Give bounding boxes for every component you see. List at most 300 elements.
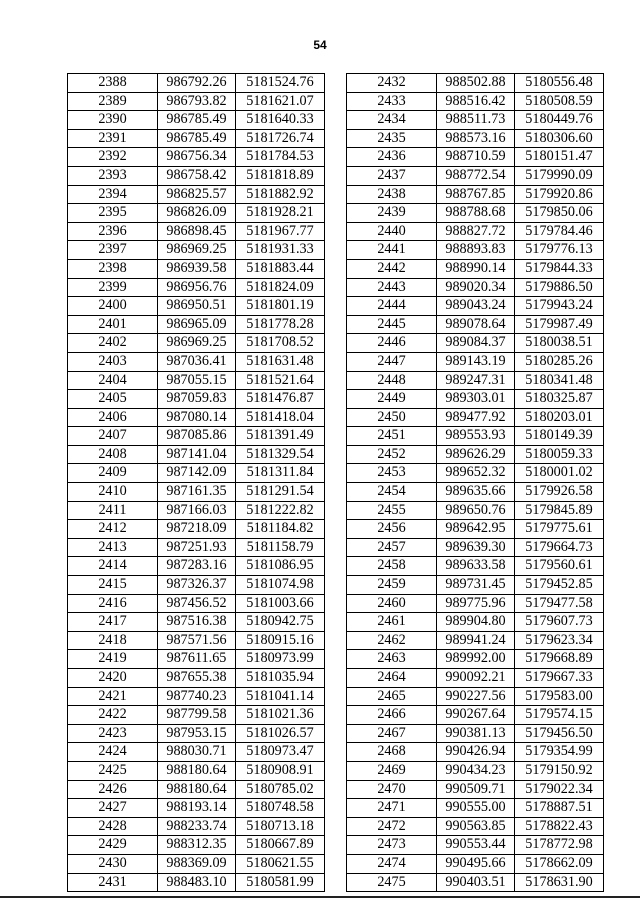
- point-number-cell: 2451: [347, 427, 437, 446]
- x-coordinate-cell: 986785.49: [158, 111, 236, 130]
- table-row: [347, 594, 604, 613]
- point-number-cell: 2394: [68, 185, 158, 204]
- y-coordinate-cell: 5181311.84: [236, 464, 325, 483]
- y-coordinate-cell: 5180942.75: [236, 613, 325, 632]
- x-coordinate-cell: 990555.00: [437, 799, 515, 818]
- x-coordinate-cell: 988710.59: [437, 148, 515, 167]
- point-number-cell: 2472: [347, 817, 437, 836]
- point-number-cell: 2424: [68, 743, 158, 762]
- table-row: [347, 166, 604, 185]
- x-coordinate-cell: 989635.66: [437, 483, 515, 502]
- point-number-cell: 2436: [347, 148, 437, 167]
- x-coordinate-cell: 987655.38: [158, 669, 236, 688]
- point-number-cell: 2428: [68, 817, 158, 836]
- x-coordinate-cell: 987141.04: [158, 445, 236, 464]
- y-coordinate-cell: 5181883.44: [236, 259, 325, 278]
- x-coordinate-cell: 988180.64: [158, 761, 236, 780]
- table-row: [347, 613, 604, 632]
- point-number-cell: 2415: [68, 576, 158, 595]
- y-coordinate-cell: 5181708.52: [236, 334, 325, 353]
- table-row: [347, 352, 604, 371]
- point-number-cell: 2425: [68, 761, 158, 780]
- y-coordinate-cell: 5181524.76: [236, 74, 325, 93]
- y-coordinate-cell: 5179990.09: [515, 166, 604, 185]
- y-coordinate-cell: 5179943.24: [515, 297, 604, 316]
- y-coordinate-cell: 5180667.89: [236, 836, 325, 855]
- point-number-cell: 2465: [347, 687, 437, 706]
- x-coordinate-cell: 988483.10: [158, 873, 236, 892]
- y-coordinate-cell: 5179886.50: [515, 278, 604, 297]
- x-coordinate-cell: 988772.54: [437, 166, 515, 185]
- x-coordinate-cell: 987799.58: [158, 706, 236, 725]
- table-row: [68, 687, 325, 706]
- table-row: [68, 464, 325, 483]
- point-number-cell: 2442: [347, 259, 437, 278]
- page-bottom-rule: [0, 896, 640, 898]
- table-row: [68, 278, 325, 297]
- x-coordinate-cell: 987953.15: [158, 724, 236, 743]
- y-coordinate-cell: 5181631.48: [236, 352, 325, 371]
- y-coordinate-cell: 5179845.89: [515, 501, 604, 520]
- x-coordinate-cell: 989084.37: [437, 334, 515, 353]
- y-coordinate-cell: 5181824.09: [236, 278, 325, 297]
- table-row: [347, 427, 604, 446]
- y-coordinate-cell: 5179667.33: [515, 669, 604, 688]
- point-number-cell: 2405: [68, 390, 158, 409]
- table-row: [68, 74, 325, 93]
- x-coordinate-cell: 990403.51: [437, 873, 515, 892]
- y-coordinate-cell: 5180556.48: [515, 74, 604, 93]
- point-number-cell: 2398: [68, 259, 158, 278]
- point-number-cell: 2445: [347, 315, 437, 334]
- table-row: [347, 743, 604, 762]
- point-number-cell: 2456: [347, 520, 437, 539]
- point-number-cell: 2418: [68, 631, 158, 650]
- x-coordinate-cell: 989626.29: [437, 445, 515, 464]
- x-coordinate-cell: 987571.56: [158, 631, 236, 650]
- table-row: [347, 706, 604, 725]
- x-coordinate-cell: 990092.21: [437, 669, 515, 688]
- table-row: [347, 687, 604, 706]
- x-coordinate-cell: 988312.35: [158, 836, 236, 855]
- table-row: [68, 650, 325, 669]
- point-number-cell: 2450: [347, 408, 437, 427]
- table-row: [68, 204, 325, 223]
- y-coordinate-cell: 5181074.98: [236, 576, 325, 595]
- y-coordinate-cell: 5178631.90: [515, 873, 604, 892]
- point-number-cell: 2411: [68, 501, 158, 520]
- point-number-cell: 2448: [347, 371, 437, 390]
- x-coordinate-cell: 990553.44: [437, 836, 515, 855]
- x-coordinate-cell: 989650.76: [437, 501, 515, 520]
- x-coordinate-cell: 986793.82: [158, 92, 236, 111]
- x-coordinate-cell: 986792.26: [158, 74, 236, 93]
- table-row: [68, 743, 325, 762]
- y-coordinate-cell: 5181521.64: [236, 371, 325, 390]
- x-coordinate-cell: 988030.71: [158, 743, 236, 762]
- table-row: [68, 557, 325, 576]
- table-row: [347, 669, 604, 688]
- point-number-cell: 2399: [68, 278, 158, 297]
- y-coordinate-cell: 5180449.76: [515, 111, 604, 130]
- table-row: [347, 836, 604, 855]
- point-number-cell: 2435: [347, 129, 437, 148]
- point-number-cell: 2414: [68, 557, 158, 576]
- y-coordinate-cell: 5180621.55: [236, 854, 325, 873]
- table-row: [347, 148, 604, 167]
- x-coordinate-cell: 989904.80: [437, 613, 515, 632]
- y-coordinate-cell: 5179452.85: [515, 576, 604, 595]
- point-number-cell: 2396: [68, 222, 158, 241]
- x-coordinate-cell: 989652.32: [437, 464, 515, 483]
- x-coordinate-cell: 986965.09: [158, 315, 236, 334]
- point-number-cell: 2475: [347, 873, 437, 892]
- point-number-cell: 2392: [68, 148, 158, 167]
- x-coordinate-cell: 986756.34: [158, 148, 236, 167]
- table-row: [347, 761, 604, 780]
- point-number-cell: 2429: [68, 836, 158, 855]
- point-number-cell: 2466: [347, 706, 437, 725]
- x-coordinate-cell: 988827.72: [437, 222, 515, 241]
- point-number-cell: 2409: [68, 464, 158, 483]
- x-coordinate-cell: 987251.93: [158, 538, 236, 557]
- point-number-cell: 2458: [347, 557, 437, 576]
- table-row: [347, 204, 604, 223]
- point-number-cell: 2455: [347, 501, 437, 520]
- table-row: [347, 297, 604, 316]
- x-coordinate-cell: 987085.86: [158, 427, 236, 446]
- y-coordinate-cell: 5179844.33: [515, 259, 604, 278]
- x-coordinate-cell: 990563.85: [437, 817, 515, 836]
- y-coordinate-cell: 5179776.13: [515, 241, 604, 260]
- x-coordinate-cell: 987740.23: [158, 687, 236, 706]
- point-number-cell: 2471: [347, 799, 437, 818]
- table-row: [68, 408, 325, 427]
- table-row: [68, 148, 325, 167]
- table-row: [347, 464, 604, 483]
- x-coordinate-cell: 989731.45: [437, 576, 515, 595]
- y-coordinate-cell: 5181291.54: [236, 483, 325, 502]
- point-number-cell: 2447: [347, 352, 437, 371]
- point-number-cell: 2390: [68, 111, 158, 130]
- y-coordinate-cell: 5181640.33: [236, 111, 325, 130]
- table-row: [347, 390, 604, 409]
- point-number-cell: 2406: [68, 408, 158, 427]
- point-number-cell: 2434: [347, 111, 437, 130]
- x-coordinate-cell: 989633.58: [437, 557, 515, 576]
- table-row: [68, 371, 325, 390]
- y-coordinate-cell: 5178772.98: [515, 836, 604, 855]
- x-coordinate-cell: 990509.71: [437, 780, 515, 799]
- table-row: [68, 185, 325, 204]
- point-number-cell: 2421: [68, 687, 158, 706]
- table-row: [68, 92, 325, 111]
- y-coordinate-cell: 5179560.61: [515, 557, 604, 576]
- table-row: [68, 241, 325, 260]
- point-number-cell: 2453: [347, 464, 437, 483]
- point-number-cell: 2474: [347, 854, 437, 873]
- table-row: [347, 74, 604, 93]
- x-coordinate-cell: 986969.25: [158, 241, 236, 260]
- point-number-cell: 2393: [68, 166, 158, 185]
- point-number-cell: 2454: [347, 483, 437, 502]
- point-number-cell: 2395: [68, 204, 158, 223]
- y-coordinate-cell: 5178662.09: [515, 854, 604, 873]
- table-row: [68, 576, 325, 595]
- y-coordinate-cell: 5181928.21: [236, 204, 325, 223]
- point-number-cell: 2437: [347, 166, 437, 185]
- point-number-cell: 2404: [68, 371, 158, 390]
- x-coordinate-cell: 988369.09: [158, 854, 236, 873]
- y-coordinate-cell: 5179664.73: [515, 538, 604, 557]
- y-coordinate-cell: 5179987.49: [515, 315, 604, 334]
- table-row: [68, 724, 325, 743]
- point-number-cell: 2388: [68, 74, 158, 93]
- table-row: [68, 315, 325, 334]
- x-coordinate-cell: 986825.57: [158, 185, 236, 204]
- point-number-cell: 2401: [68, 315, 158, 334]
- y-coordinate-cell: 5179574.15: [515, 706, 604, 725]
- y-coordinate-cell: 5180001.02: [515, 464, 604, 483]
- x-coordinate-cell: 988767.85: [437, 185, 515, 204]
- y-coordinate-cell: 5180748.58: [236, 799, 325, 818]
- y-coordinate-cell: 5180341.48: [515, 371, 604, 390]
- point-number-cell: 2438: [347, 185, 437, 204]
- point-number-cell: 2469: [347, 761, 437, 780]
- x-coordinate-cell: 989020.34: [437, 278, 515, 297]
- x-coordinate-cell: 987611.65: [158, 650, 236, 669]
- point-number-cell: 2427: [68, 799, 158, 818]
- point-number-cell: 2389: [68, 92, 158, 111]
- table-row: [68, 799, 325, 818]
- y-coordinate-cell: 5180785.02: [236, 780, 325, 799]
- y-coordinate-cell: 5181931.33: [236, 241, 325, 260]
- y-coordinate-cell: 5181801.19: [236, 297, 325, 316]
- point-number-cell: 2412: [68, 520, 158, 539]
- table-row: [68, 352, 325, 371]
- table-row: [68, 669, 325, 688]
- y-coordinate-cell: 5181184.82: [236, 520, 325, 539]
- point-number-cell: 2402: [68, 334, 158, 353]
- x-coordinate-cell: 986969.25: [158, 334, 236, 353]
- x-coordinate-cell: 987142.09: [158, 464, 236, 483]
- table-row: [347, 854, 604, 873]
- table-row: [347, 129, 604, 148]
- point-number-cell: 2462: [347, 631, 437, 650]
- x-coordinate-cell: 986950.51: [158, 297, 236, 316]
- point-number-cell: 2431: [68, 873, 158, 892]
- table-row: [347, 724, 604, 743]
- x-coordinate-cell: 988193.14: [158, 799, 236, 818]
- table-row: [68, 129, 325, 148]
- y-coordinate-cell: 5180306.60: [515, 129, 604, 148]
- x-coordinate-cell: 988788.68: [437, 204, 515, 223]
- y-coordinate-cell: 5181967.77: [236, 222, 325, 241]
- x-coordinate-cell: 987080.14: [158, 408, 236, 427]
- point-number-cell: 2430: [68, 854, 158, 873]
- y-coordinate-cell: 5179668.89: [515, 650, 604, 669]
- y-coordinate-cell: 5180285.26: [515, 352, 604, 371]
- table-row: [347, 278, 604, 297]
- table-row: [68, 706, 325, 725]
- table-row: [68, 538, 325, 557]
- point-number-cell: 2463: [347, 650, 437, 669]
- x-coordinate-cell: 989143.19: [437, 352, 515, 371]
- table-row: [68, 817, 325, 836]
- x-coordinate-cell: 989639.30: [437, 538, 515, 557]
- x-coordinate-cell: 986939.58: [158, 259, 236, 278]
- table-row: [347, 631, 604, 650]
- x-coordinate-cell: 987036.41: [158, 352, 236, 371]
- y-coordinate-cell: 5181158.79: [236, 538, 325, 557]
- y-coordinate-cell: 5181476.87: [236, 390, 325, 409]
- x-coordinate-cell: 990495.66: [437, 854, 515, 873]
- table-row: [68, 259, 325, 278]
- table-row: [347, 483, 604, 502]
- point-number-cell: 2403: [68, 352, 158, 371]
- table-row: [68, 854, 325, 873]
- x-coordinate-cell: 987055.15: [158, 371, 236, 390]
- point-number-cell: 2400: [68, 297, 158, 316]
- y-coordinate-cell: 5178887.51: [515, 799, 604, 818]
- table-row: [68, 427, 325, 446]
- table-row: [347, 501, 604, 520]
- y-coordinate-cell: 5179150.92: [515, 761, 604, 780]
- y-coordinate-cell: 5180203.01: [515, 408, 604, 427]
- point-number-cell: 2457: [347, 538, 437, 557]
- y-coordinate-cell: 5179926.58: [515, 483, 604, 502]
- point-number-cell: 2440: [347, 222, 437, 241]
- y-coordinate-cell: 5181778.28: [236, 315, 325, 334]
- y-coordinate-cell: 5181086.95: [236, 557, 325, 576]
- x-coordinate-cell: 989992.00: [437, 650, 515, 669]
- point-number-cell: 2473: [347, 836, 437, 855]
- table-row: [68, 631, 325, 650]
- x-coordinate-cell: 989642.95: [437, 520, 515, 539]
- x-coordinate-cell: 990381.13: [437, 724, 515, 743]
- x-coordinate-cell: 988233.74: [158, 817, 236, 836]
- table-row: [68, 780, 325, 799]
- x-coordinate-cell: 988893.83: [437, 241, 515, 260]
- x-coordinate-cell: 989078.64: [437, 315, 515, 334]
- y-coordinate-cell: 5180038.51: [515, 334, 604, 353]
- point-number-cell: 2422: [68, 706, 158, 725]
- y-coordinate-cell: 5180581.99: [236, 873, 325, 892]
- table-row: [347, 185, 604, 204]
- x-coordinate-cell: 988180.64: [158, 780, 236, 799]
- x-coordinate-cell: 987516.38: [158, 613, 236, 632]
- table-row: [347, 538, 604, 557]
- table-row: [347, 408, 604, 427]
- x-coordinate-cell: 987218.09: [158, 520, 236, 539]
- y-coordinate-cell: 5180508.59: [515, 92, 604, 111]
- x-coordinate-cell: 990426.94: [437, 743, 515, 762]
- y-coordinate-cell: 5180149.39: [515, 427, 604, 446]
- y-coordinate-cell: 5180973.47: [236, 743, 325, 762]
- y-coordinate-cell: 5179477.58: [515, 594, 604, 613]
- table-row: [347, 817, 604, 836]
- point-number-cell: 2417: [68, 613, 158, 632]
- point-number-cell: 2410: [68, 483, 158, 502]
- table-row: [68, 166, 325, 185]
- y-coordinate-cell: 5181784.53: [236, 148, 325, 167]
- x-coordinate-cell: 989043.24: [437, 297, 515, 316]
- table-row: [68, 297, 325, 316]
- y-coordinate-cell: 5181621.07: [236, 92, 325, 111]
- table-row: [68, 445, 325, 464]
- x-coordinate-cell: 986956.76: [158, 278, 236, 297]
- table-row: [68, 222, 325, 241]
- x-coordinate-cell: 989303.01: [437, 390, 515, 409]
- point-number-cell: 2464: [347, 669, 437, 688]
- y-coordinate-cell: 5180713.18: [236, 817, 325, 836]
- x-coordinate-cell: 987161.35: [158, 483, 236, 502]
- point-number-cell: 2416: [68, 594, 158, 613]
- x-coordinate-cell: 988990.14: [437, 259, 515, 278]
- point-number-cell: 2391: [68, 129, 158, 148]
- point-number-cell: 2443: [347, 278, 437, 297]
- point-number-cell: 2408: [68, 445, 158, 464]
- y-coordinate-cell: 5179354.99: [515, 743, 604, 762]
- table-row: [68, 501, 325, 520]
- table-row: [347, 111, 604, 130]
- y-coordinate-cell: 5179920.86: [515, 185, 604, 204]
- table-row: [347, 259, 604, 278]
- table-row: [68, 594, 325, 613]
- y-coordinate-cell: 5179022.34: [515, 780, 604, 799]
- point-number-cell: 2439: [347, 204, 437, 223]
- coordinates-table-left: [67, 73, 325, 892]
- table-row: [347, 650, 604, 669]
- table-row: [347, 780, 604, 799]
- point-number-cell: 2459: [347, 576, 437, 595]
- x-coordinate-cell: 986898.45: [158, 222, 236, 241]
- point-number-cell: 2397: [68, 241, 158, 260]
- x-coordinate-cell: 987326.37: [158, 576, 236, 595]
- x-coordinate-cell: 987456.52: [158, 594, 236, 613]
- table-row: [68, 390, 325, 409]
- coordinates-table-right: [346, 73, 604, 892]
- table-row: [68, 761, 325, 780]
- table-row: [68, 111, 325, 130]
- point-number-cell: 2449: [347, 390, 437, 409]
- y-coordinate-cell: 5180908.91: [236, 761, 325, 780]
- table-row: [68, 520, 325, 539]
- y-coordinate-cell: 5181818.89: [236, 166, 325, 185]
- x-coordinate-cell: 987059.83: [158, 390, 236, 409]
- table-row: [347, 371, 604, 390]
- point-number-cell: 2420: [68, 669, 158, 688]
- x-coordinate-cell: 989247.31: [437, 371, 515, 390]
- table-row: [347, 445, 604, 464]
- point-number-cell: 2444: [347, 297, 437, 316]
- table-row: [347, 799, 604, 818]
- x-coordinate-cell: 987166.03: [158, 501, 236, 520]
- x-coordinate-cell: 989553.93: [437, 427, 515, 446]
- y-coordinate-cell: 5181418.04: [236, 408, 325, 427]
- point-number-cell: 2419: [68, 650, 158, 669]
- point-number-cell: 2470: [347, 780, 437, 799]
- point-number-cell: 2441: [347, 241, 437, 260]
- x-coordinate-cell: 990434.23: [437, 761, 515, 780]
- x-coordinate-cell: 988573.16: [437, 129, 515, 148]
- y-coordinate-cell: 5181003.66: [236, 594, 325, 613]
- x-coordinate-cell: 986826.09: [158, 204, 236, 223]
- y-coordinate-cell: 5181035.94: [236, 669, 325, 688]
- table-row: [347, 557, 604, 576]
- table-row: [347, 576, 604, 595]
- y-coordinate-cell: 5181726.74: [236, 129, 325, 148]
